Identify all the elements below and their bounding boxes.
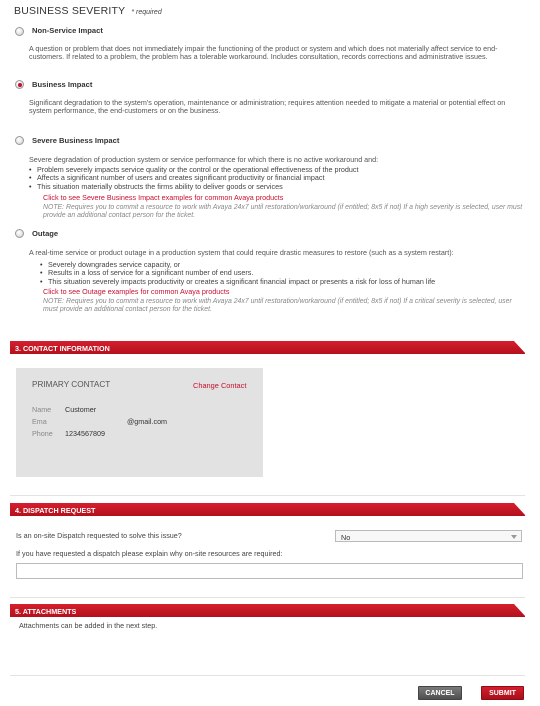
change-contact-link[interactable]: Change Contact [193,381,247,390]
submit-button[interactable]: SUBMIT [481,686,524,700]
chevron-down-icon [511,535,517,539]
dispatch-explain-input[interactable] [16,563,523,579]
outage-examples-link[interactable]: Click to see Outage examples for common Avaya products [43,287,230,296]
list-item: • This situation severely impacts productivity or creates a significant financial impact or presents a risk for loss of human life [40,278,525,286]
section-title: BUSINESS SEVERITY [14,5,126,17]
business-severity-title [14,5,162,17]
divider [10,495,525,496]
option-label-business-impact: Business Impact [32,80,93,89]
divider [10,597,525,598]
cancel-button[interactable]: CANCEL [418,686,462,700]
list-item: • Results in a loss of service for a significant number of end users. [40,269,525,277]
dispatch-section-header [10,503,525,516]
phone-label: Phone [32,429,53,438]
section-title: 3. CONTACT INFORMATION [15,343,110,353]
dispatch-explain-label: If you have requested a dispatch please explain why on-site resources are required: [16,549,283,558]
contact-section-header [10,341,525,354]
option-desc-severe-business-impact: Severe degradation of production system or service performance for which there is no active workaround and: [29,155,379,164]
dispatch-select[interactable] [335,530,522,542]
severe-impact-bullets [29,166,524,191]
attachments-section-header [10,604,525,617]
severe-impact-note: NOTE: Requires you to commit a resource to work with Avaya 24x7 until restoration/workaround (if entitled; 8x5 if not) If a high severity is selected, user must provide an additional contact person for the ticket. [43,204,523,219]
primary-contact-card [16,368,263,477]
severe-impact-examples-link[interactable]: Click to see Severe Business Impact examples for common Avaya products [43,193,284,202]
radio-outage[interactable] [15,229,24,238]
phone-value: 1234567809 [65,429,105,438]
divider [10,675,525,676]
radio-business-impact[interactable] [15,80,24,89]
attachments-note: Attachments can be added in the next step. [19,621,158,630]
email-label: Ema [32,417,47,426]
option-desc-outage: A real-time service or product outage in a production system that could require drastic measures to restore (such as a system restart): [29,248,454,257]
section-title: 4. DISPATCH REQUEST [15,505,96,515]
outage-bullets [40,261,525,286]
required-note: * required [131,9,162,16]
name-label: Name [32,405,52,414]
outage-note: NOTE: Requires you to commit a resource to work with Avaya 24x7 until restoration/workaround (if entitled; 8x5 if not) If a critical severity is selected, user must provide an additional contact person for the ticket. [43,298,512,313]
list-item: • Problem severely impacts service quality or the control or the operational effectiveness of the product [29,166,524,174]
dispatch-select-value: No [341,532,351,542]
radio-non-service-impact[interactable] [15,27,24,36]
option-label-outage: Outage [32,229,59,238]
dispatch-question: Is an on-site Dispatch requested to solve this issue? [16,531,182,540]
option-label-non-service-impact: Non-Service Impact [32,26,103,35]
option-desc-business-impact: Significant degradation to the system's operation, maintenance or administration; requires attention needed to mitigate a material or potential effect on system performance, the end-customers or on the business. [29,98,506,116]
radio-severe-business-impact[interactable] [15,136,24,145]
primary-contact-title: PRIMARY CONTACT [32,380,111,389]
list-item: • Affects a significant number of users and creates significant productivity or financial impact [29,174,524,182]
list-item: • Severely downgrades service capacity, or [40,261,525,269]
option-desc-non-service-impact: A question or problem that does not immediately impair the functioning of the product or system and which does not materially affect service to end-customers. If related to a problem, the problem has a tolerable workaround. Includes consultation, records corrections and administrative issues. [29,44,498,62]
option-label-severe-business-impact: Severe Business Impact [32,136,120,145]
section-title: 5. ATTACHMENTS [15,606,77,616]
list-item: • This situation materially obstructs the firms ability to deliver goods or services [29,183,524,191]
name-value: Customer [65,405,97,414]
email-value: @gmail.com [127,417,168,426]
